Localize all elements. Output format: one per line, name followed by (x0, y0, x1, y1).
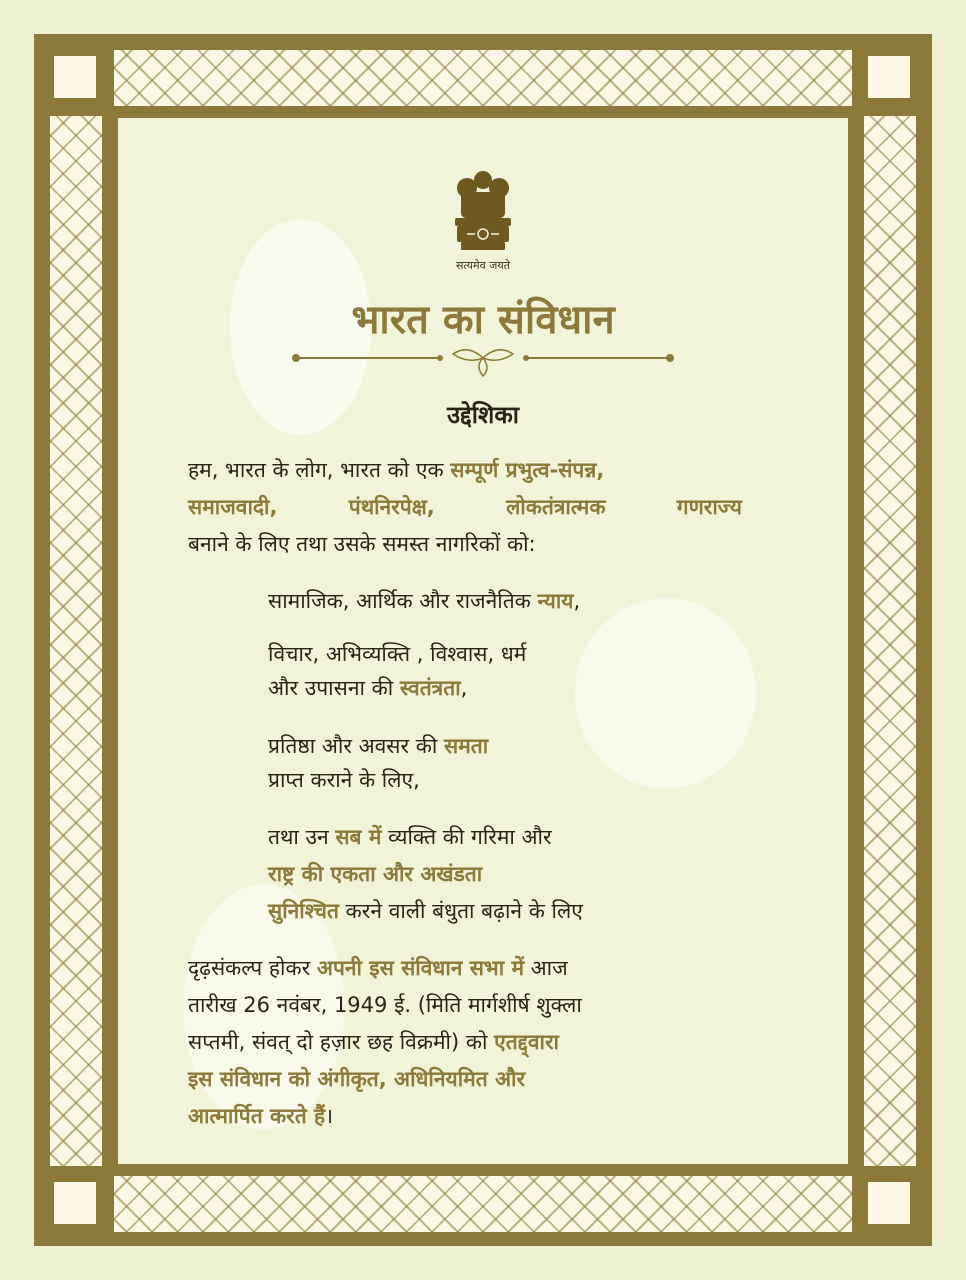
liberty-clause (268, 637, 748, 705)
ornamental-border-right (864, 116, 916, 1166)
corner-ornament-bottom-right (862, 1176, 916, 1230)
liberty-emphasis: स्वतंत्रता (399, 676, 461, 700)
fraternity-text-3: करने वाली बंधुता बढ़ाने के लिए (338, 899, 583, 923)
corner-ornament-top-left (48, 50, 102, 104)
liberty-line-2 (268, 671, 748, 705)
intro-line-1-emphasis: सम्पूर्ण प्रभुत्व-संपन्न, (450, 458, 605, 482)
intro-line-1 (188, 452, 780, 489)
justice-emphasis: न्याय (537, 589, 574, 613)
intro-line-3: बनाने के लिए तथा उसके समस्त नागरिकों को: (188, 532, 536, 556)
liberty-tail: , (460, 676, 468, 700)
closing-emphasis-2: एतद्द्वारा (494, 1030, 559, 1054)
intro-line-2 (188, 489, 742, 526)
fraternity-line-3 (268, 893, 738, 930)
word-democratic: लोकतंत्रात्मक (506, 495, 606, 519)
closing-line-1 (188, 950, 708, 987)
word-republic: गणराज्य (676, 495, 742, 519)
liberty-text: और उपासना की (268, 676, 400, 700)
fraternity-emphasis-2: सुनिश्चित (268, 899, 339, 923)
closing-line-3 (188, 1024, 708, 1061)
page-title: भारत का संविधान (351, 297, 615, 343)
preamble-heading: उद्देशिका (447, 401, 519, 429)
corner-ornament-top-right (862, 50, 916, 104)
equality-text: प्रतिष्ठा और अवसर की (268, 734, 445, 758)
justice-tail: , (573, 589, 581, 613)
fraternity-clause (268, 819, 738, 930)
preamble-intro (188, 452, 780, 563)
ornamental-divider (290, 346, 676, 382)
closing-line-5 (188, 1098, 708, 1135)
emblem-motto: सत्यमेव जयते (455, 259, 510, 272)
closing-text-3: सप्तमी, संवत् दो हज़ार छह विक्रमी) को (188, 1030, 495, 1054)
ashoka-lion-capital-emblem-icon (447, 168, 519, 254)
fraternity-text-1: तथा उन (268, 825, 336, 849)
ornamental-border-bottom (114, 1176, 852, 1232)
closing-line-4: इस संविधान को अंगीकृत, अधिनियमित और (188, 1067, 526, 1091)
closing-text-1: दृढ़संकल्प होकर (188, 956, 317, 980)
closing-line-2: तारीख 26 नवंबर, 1949 ई. (मिति मार्गशीर्ष शुक्ला (188, 993, 582, 1017)
word-socialist: समाजवादी, (188, 495, 278, 519)
closing-tail: । (325, 1104, 334, 1128)
closing-text-2: आज (524, 956, 568, 980)
equality-emphasis: समता (444, 734, 489, 758)
justice-text: सामाजिक, आर्थिक और राजनैतिक (268, 589, 538, 613)
liberty-line-1: विचार, अभिव्यक्ति , विश्वास, धर्म (268, 642, 527, 666)
closing-emphasis-1: अपनी इस संविधान सभा में (316, 956, 524, 980)
ornamental-border-left (50, 116, 102, 1166)
justice-clause (268, 583, 748, 620)
equality-clause (268, 729, 748, 797)
ornamental-border-top (114, 50, 852, 106)
fraternity-line-2: राष्ट्र की एकता और अखंडता (268, 862, 483, 886)
fraternity-text-2: व्यक्ति की गरिमा और (381, 825, 552, 849)
closing-emphasis-3: आत्मार्पित करते हैं (188, 1104, 326, 1128)
closing-clause (188, 950, 708, 1135)
fraternity-line-1 (268, 819, 738, 856)
intro-line-1-text: हम, भारत के लोग, भारत को एक (188, 458, 451, 482)
equality-line-2: प्राप्त कराने के लिए, (268, 768, 420, 792)
fraternity-emphasis-1: सब में (335, 825, 382, 849)
corner-ornament-bottom-left (48, 1176, 102, 1230)
equality-line-1 (268, 729, 748, 763)
word-secular: पंथनिरपेक्ष, (348, 495, 435, 519)
